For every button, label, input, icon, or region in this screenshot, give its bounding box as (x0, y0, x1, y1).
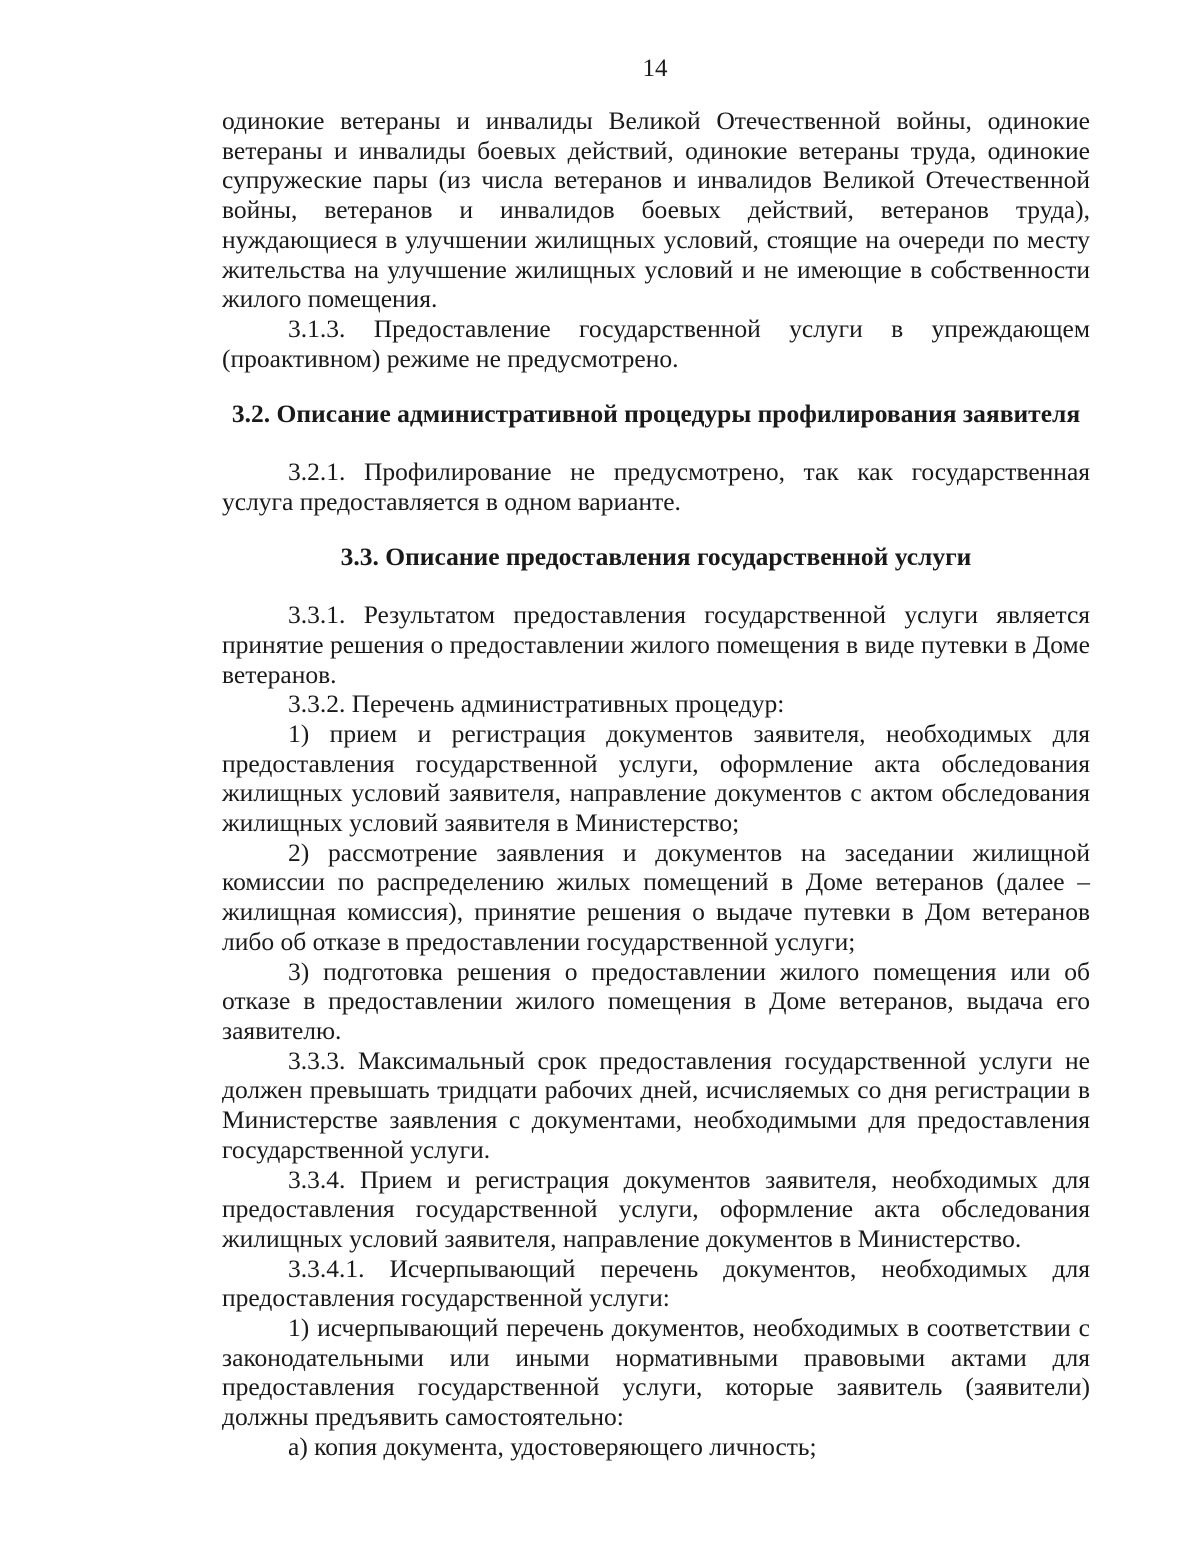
heading-3-3: 3.3. Описание предоставления государственной услуги (340, 542, 972, 572)
list-item-2: 2) рассмотрение заявления и документов на заседании жилищной комиссии по распределению жилых помещений в Доме ветеранов (далее – жилищная комиссия), принятие решения о выдаче путевки в Дом ветеранов либо об отказе в предоставлении государственной услуги; (222, 837, 1090, 956)
page-number: 14 (642, 55, 668, 82)
paragraph-3-3-2: 3.3.2. Перечень административных процедур: (288, 689, 785, 719)
paragraph-3-3-1: 3.3.1. Результатом предоставления государственной услуги является принятие решения о предоставлении жилого помещения в виде путевки в Доме ветеранов. (222, 600, 1090, 689)
paragraph-3-2-1: 3.2.1. Профилирование не предусмотрено, так как государственная услуга предоставляется в одном варианте. (222, 457, 1090, 516)
paragraph-veterans-list: одинокие ветераны и инвалиды Великой Отечественной войны, одинокие ветераны и инвалиды боевых действий, одинокие ветераны труда, одинокие супружеские пары (из числа ветеранов и инвалидов Великой Отечественной войны, ветеранов и инвалидов боевых действий, ветеранов труда), нуждающиеся в улучшении жилищных условий, стоящие на очереди по месту жительства на улучшение жилищных условий и не имеющие в собственности жилого помещения. (222, 106, 1090, 314)
paragraph-3-1-3: 3.1.3. Предоставление государственной услуги в упреждающем (проактивном) режиме не предусмотрено. (222, 313, 1090, 373)
list-item-documents-1: 1) исчерпывающий перечень документов, необходимых в соответствии с законодательными или иными нормативными правовыми актами для предоставления государственной услуги, которые заявитель (заявители) должны предъявить самостоятельно: (222, 1313, 1090, 1432)
list-item-documents-a: а) копия документа, удостоверяющего личность; (288, 1431, 817, 1461)
paragraph-3-3-4: 3.3.4. Прием и регистрация документов заявителя, необходимых для предоставления государственной услуги, оформление акта обследования жилищных условий заявителя, направление документов в Министерство. (222, 1164, 1090, 1253)
heading-3-2: 3.2. Описание административной процедуры профилирования заявителя (231, 399, 1081, 429)
list-item-3: 3) подготовка решения о предоставлении жилого помещения или об отказе в предоставлении жилого помещения в Доме ветеранов, выдача его заявителю. (222, 956, 1090, 1045)
list-item-1: 1) прием и регистрация документов заявителя, необходимых для предоставления государственной услуги, оформление акта обследования жилищных условий заявителя, направление документов с актом обследования жилищных условий заявителя в Министерство; (222, 718, 1090, 838)
document-body (222, 106, 1090, 1462)
paragraph-3-3-4-1: 3.3.4.1. Исчерпывающий перечень документов, необходимых для предоставления государственной услуги: (222, 1253, 1090, 1313)
paragraph-3-3-3: 3.3.3. Максимальный срок предоставления государственной услуги не должен превышать тридцати рабочих дней, исчисляемых со дня регистрации в Министерстве заявления с документами, необходимыми для предоставления государственной услуги. (222, 1045, 1090, 1164)
